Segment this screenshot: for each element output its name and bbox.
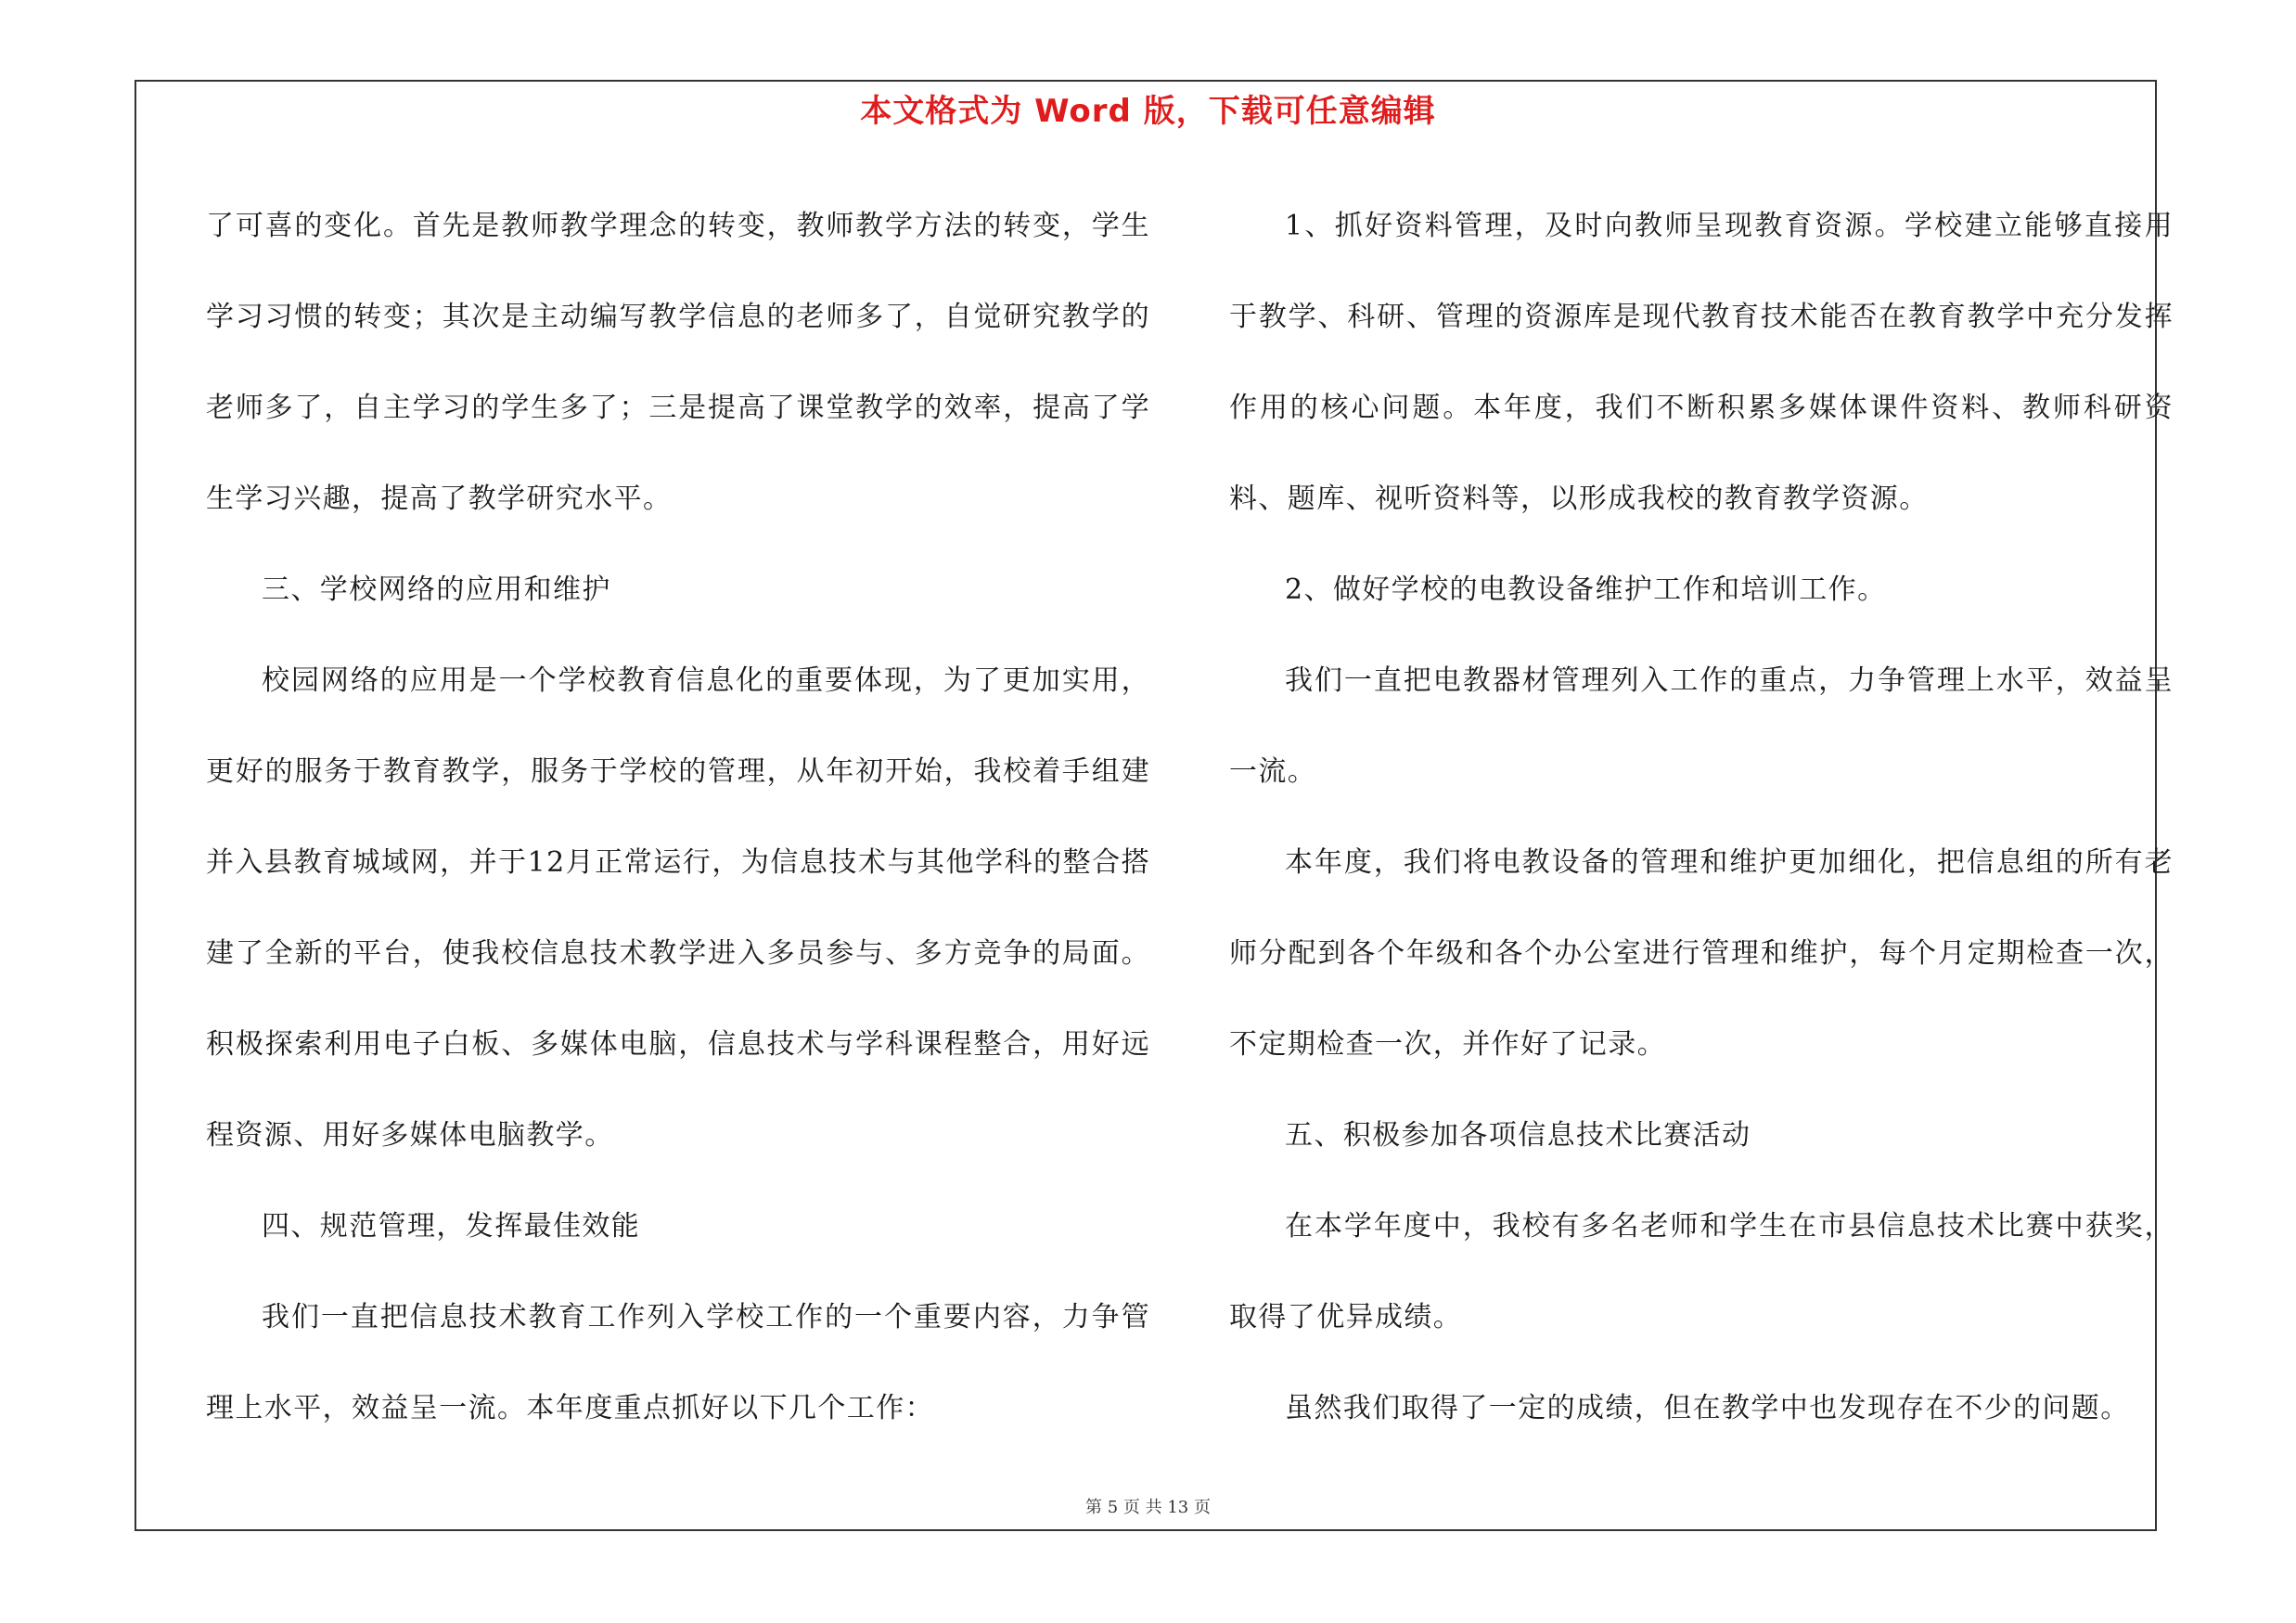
paragraph: 了可喜的变化。首先是教师教学理念的转变，教师教学方法的转变，学生学习习惯的转变；其次是主动编写教学信息的老师多了，自觉研究教学的老师多了，自主学习的学生多了；三是提高了课堂教学的效率，提高了学生学习兴趣，提高了教学研究水平。 (206, 210, 1150, 515)
paragraph: 2、做好学校的电教设备维护工作和培训工作。 (1285, 573, 1887, 606)
header-banner: 本文格式为 Word 版，下载可任意编辑 (860, 93, 1436, 130)
paragraph: 在本学年度中，我校有多名老师和学生在市县信息技术比赛中获奖，取得了优异成绩。 (1229, 1210, 2174, 1333)
paragraph: 校园网络的应用是一个学校教育信息化的重要体现，为了更加实用，更好的服务于教育教学，服务于学校的管理，从年初开始，我校着手组建并入县教育城域网，并于12月正常运行，为信息技术与其他学科的整合搭建了全新的平台，使我校信息技术教学进入多员参与、多方竞争的局面。积极探索利用电子白板、多媒体电脑，信息技术与学科课程整合，用好远程资源、用好多媒体电脑教学。 (206, 664, 1150, 1152)
paragraph: 1、抓好资料管理，及时向教师呈现教育资源。学校建立能够直接用于教学、科研、管理的资源库是现代教育技术能否在教育教学中充分发挥作用的核心问题。本年度，我们不断积累多媒体课件资料、教师科研资料、题库、视听资料等，以形成我校的教育教学资源。 (1229, 210, 2174, 515)
paragraph: 我们一直把信息技术教育工作列入学校工作的一个重要内容，力争管理上水平，效益呈一流。本年度重点抓好以下几个工作： (206, 1301, 1150, 1424)
paragraph: 我们一直把电教器材管理列入工作的重点，力争管理上水平，效益呈一流。 (1229, 664, 2174, 788)
paragraph: 本年度，我们将电教设备的管理和维护更加细化，把信息组的所有老师分配到各个年级和各个办公室进行管理和维护，每个月定期检查一次，不定期检查一次，并作好了记录。 (1229, 846, 2174, 1061)
left-column (206, 181, 1150, 1454)
page-number: 第 5 页 共 13 页 (1085, 1498, 1211, 1517)
section-heading: 三、学校网络的应用和维护 (262, 573, 611, 606)
section-heading: 四、规范管理，发挥最佳效能 (262, 1210, 641, 1243)
paragraph: 虽然我们取得了一定的成绩，但在教学中也发现存在不少的问题。 (1285, 1392, 2130, 1424)
section-heading: 五、积极参加各项信息技术比赛活动 (1285, 1119, 1751, 1152)
right-column (1229, 181, 2174, 1454)
